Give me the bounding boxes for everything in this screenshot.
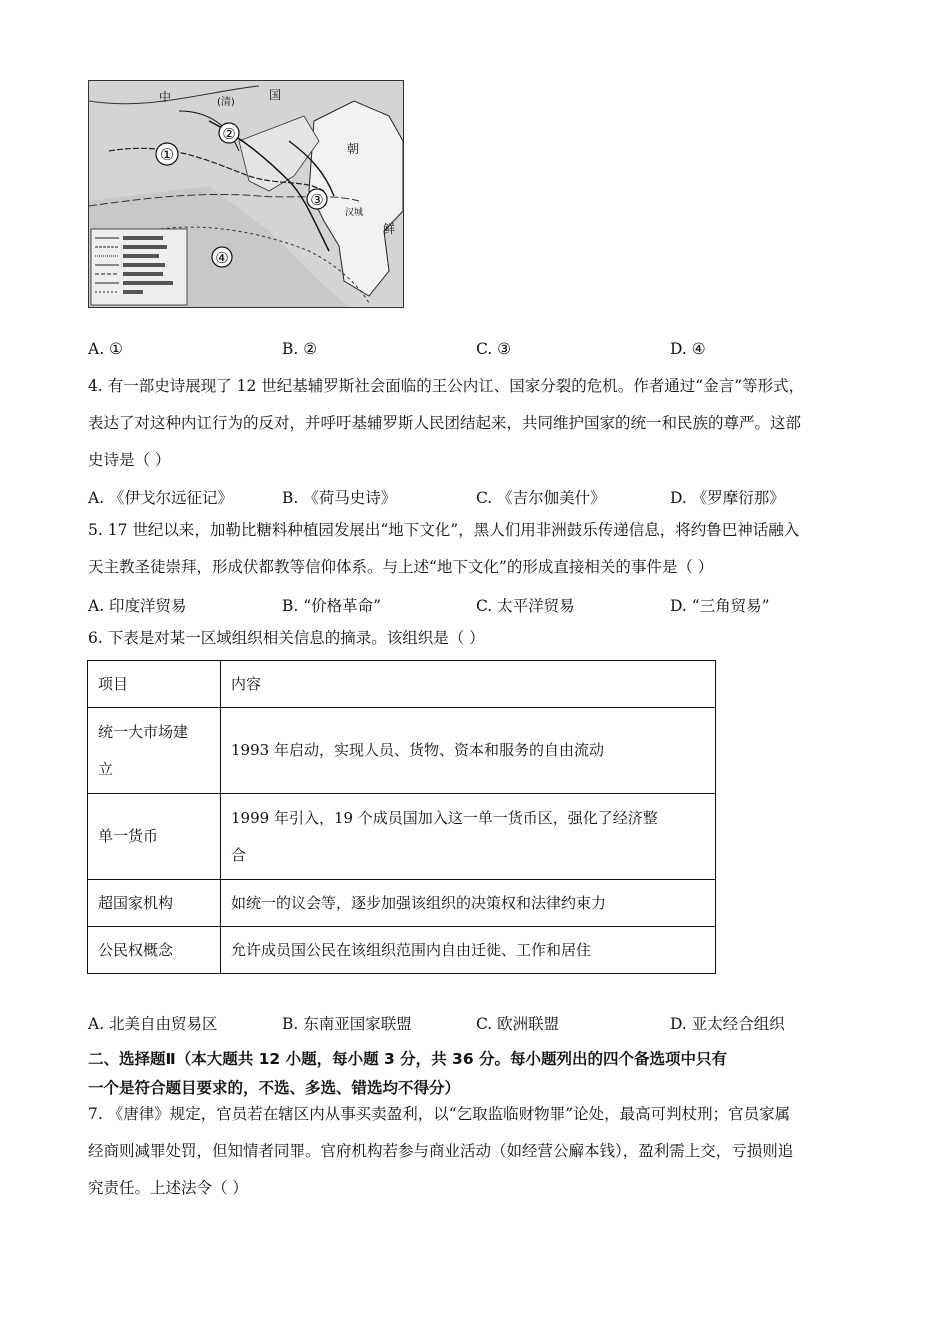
q4-options <box>88 486 868 508</box>
map-label-china: 中 <box>159 90 172 104</box>
marker-2 <box>219 123 239 143</box>
marker-1 <box>156 143 178 165</box>
table-row: 公民权概念 允许成员国公民在该组织范围内自由迁徙、工作和居住 <box>88 927 716 974</box>
q5-option-c[interactable]: C. 太平洋贸易 <box>476 597 575 615</box>
q7-line-1: 7. 《唐律》规定，官员若在辖区内从事买卖盈利，以“乞取监临财物罪”论处，最高可判杖刑；官员家属 <box>88 1105 791 1123</box>
q3-option-b[interactable]: B. ② <box>282 340 318 358</box>
map-drawing <box>89 81 403 307</box>
q5-option-a[interactable]: A. 印度洋贸易 <box>88 597 187 615</box>
q6-option-b[interactable]: B. 东南亚国家联盟 <box>282 1015 412 1033</box>
table-header-content: 内容 <box>221 661 716 708</box>
q3-options <box>88 340 868 358</box>
map-label-qing: (清) <box>217 97 235 108</box>
svg-text:①: ① <box>159 145 175 164</box>
q7-line-3: 究责任。上述法令（ ） <box>88 1179 248 1197</box>
q3-option-c[interactable]: C. ③ <box>476 340 512 358</box>
marker-4 <box>212 247 232 267</box>
map-label-chao: 朝 <box>347 142 360 156</box>
map-label-xian: 鲜 <box>383 222 396 236</box>
q4-option-d[interactable]: D. 《罗摩衍那》 <box>670 489 785 507</box>
table-row: 单一货币 1999 年引入，19 个成员国加入这一单一货币区，强化了经济整 合 <box>88 794 716 880</box>
q5-option-d[interactable]: D. “三角贸易” <box>670 597 770 615</box>
q4-option-c[interactable]: C. 《吉尔伽美什》 <box>476 489 606 507</box>
q6-table <box>87 660 716 974</box>
q5-option-b[interactable]: B. “价格革命” <box>282 597 382 615</box>
svg-text:②: ② <box>222 125 236 143</box>
q5-line-2: 天主教圣徒崇拜，形成伏都教等信仰体系。与上述“地下文化”的形成直接相关的事件是（ ） <box>88 558 714 576</box>
q4-option-b[interactable]: B. 《荷马史诗》 <box>282 489 397 507</box>
q6-option-d[interactable]: D. 亚太经合组织 <box>670 1015 785 1033</box>
svg-text:③: ③ <box>310 191 324 209</box>
q5-stem <box>88 512 863 586</box>
q6-stem: 6. 下表是对某一区域组织相关信息的摘录。该组织是（ ） <box>88 629 485 647</box>
q6-option-a[interactable]: A. 北美自由贸易区 <box>88 1015 218 1033</box>
table-row: 超国家机构 如统一的议会等，逐步加强该组织的决策权和法律约束力 <box>88 880 716 927</box>
q4-option-a[interactable]: A. 《伊戈尔远征记》 <box>88 489 234 507</box>
q4-line-3: 史诗是（ ） <box>88 451 171 469</box>
q3-option-a[interactable]: A. ① <box>88 340 123 358</box>
section-2-heading: 二、选择题Ⅱ（本大题共 12 小题，每小题 3 分，共 36 分。每小题列出的四个备选项中只有 一个是符合题目要求的，不选、多选、错选均不得分） <box>88 1050 728 1097</box>
marker-3 <box>307 189 327 209</box>
table-header-item: 项目 <box>88 661 221 708</box>
q4-stem <box>88 368 863 479</box>
q4-line-2: 表达了对这种内讧行为的反对，并呼吁基辅罗斯人民团结起来，共同维护国家的统一和民族的尊严。这部 <box>88 414 802 432</box>
map-label-guo: 国 <box>269 88 282 102</box>
q3-option-d[interactable]: D. ④ <box>670 340 706 358</box>
q5-options <box>88 594 868 616</box>
historical-map <box>88 80 404 308</box>
q5-line-1: 5. 17 世纪以来，加勒比糖料种植园发展出“地下文化”，黑人们用非洲鼓乐传递信息，将约鲁巴神话融入 <box>88 521 800 539</box>
map-label-hanyang: 汉城 <box>345 208 364 218</box>
q7-line-2: 经商则减罪处罚，但知情者同罪。官府机构若参与商业活动（如经营公廨本钱），盈利需上交，亏损则追 <box>88 1142 794 1160</box>
svg-text:④: ④ <box>215 249 229 267</box>
q4-line-1: 4. 有一部史诗展现了 12 世纪基辅罗斯社会面临的王公内讧、国家分裂的危机。作者通过“金言”等形式， <box>88 377 805 395</box>
q6-option-c[interactable]: C. 欧洲联盟 <box>476 1015 560 1033</box>
table-row: 统一大市场建 立 1993 年启动，实现人员、货物、资本和服务的自由流动 <box>88 708 716 794</box>
table-header-row <box>88 661 716 708</box>
q6-options <box>88 1012 868 1034</box>
q7-stem <box>88 1096 863 1207</box>
